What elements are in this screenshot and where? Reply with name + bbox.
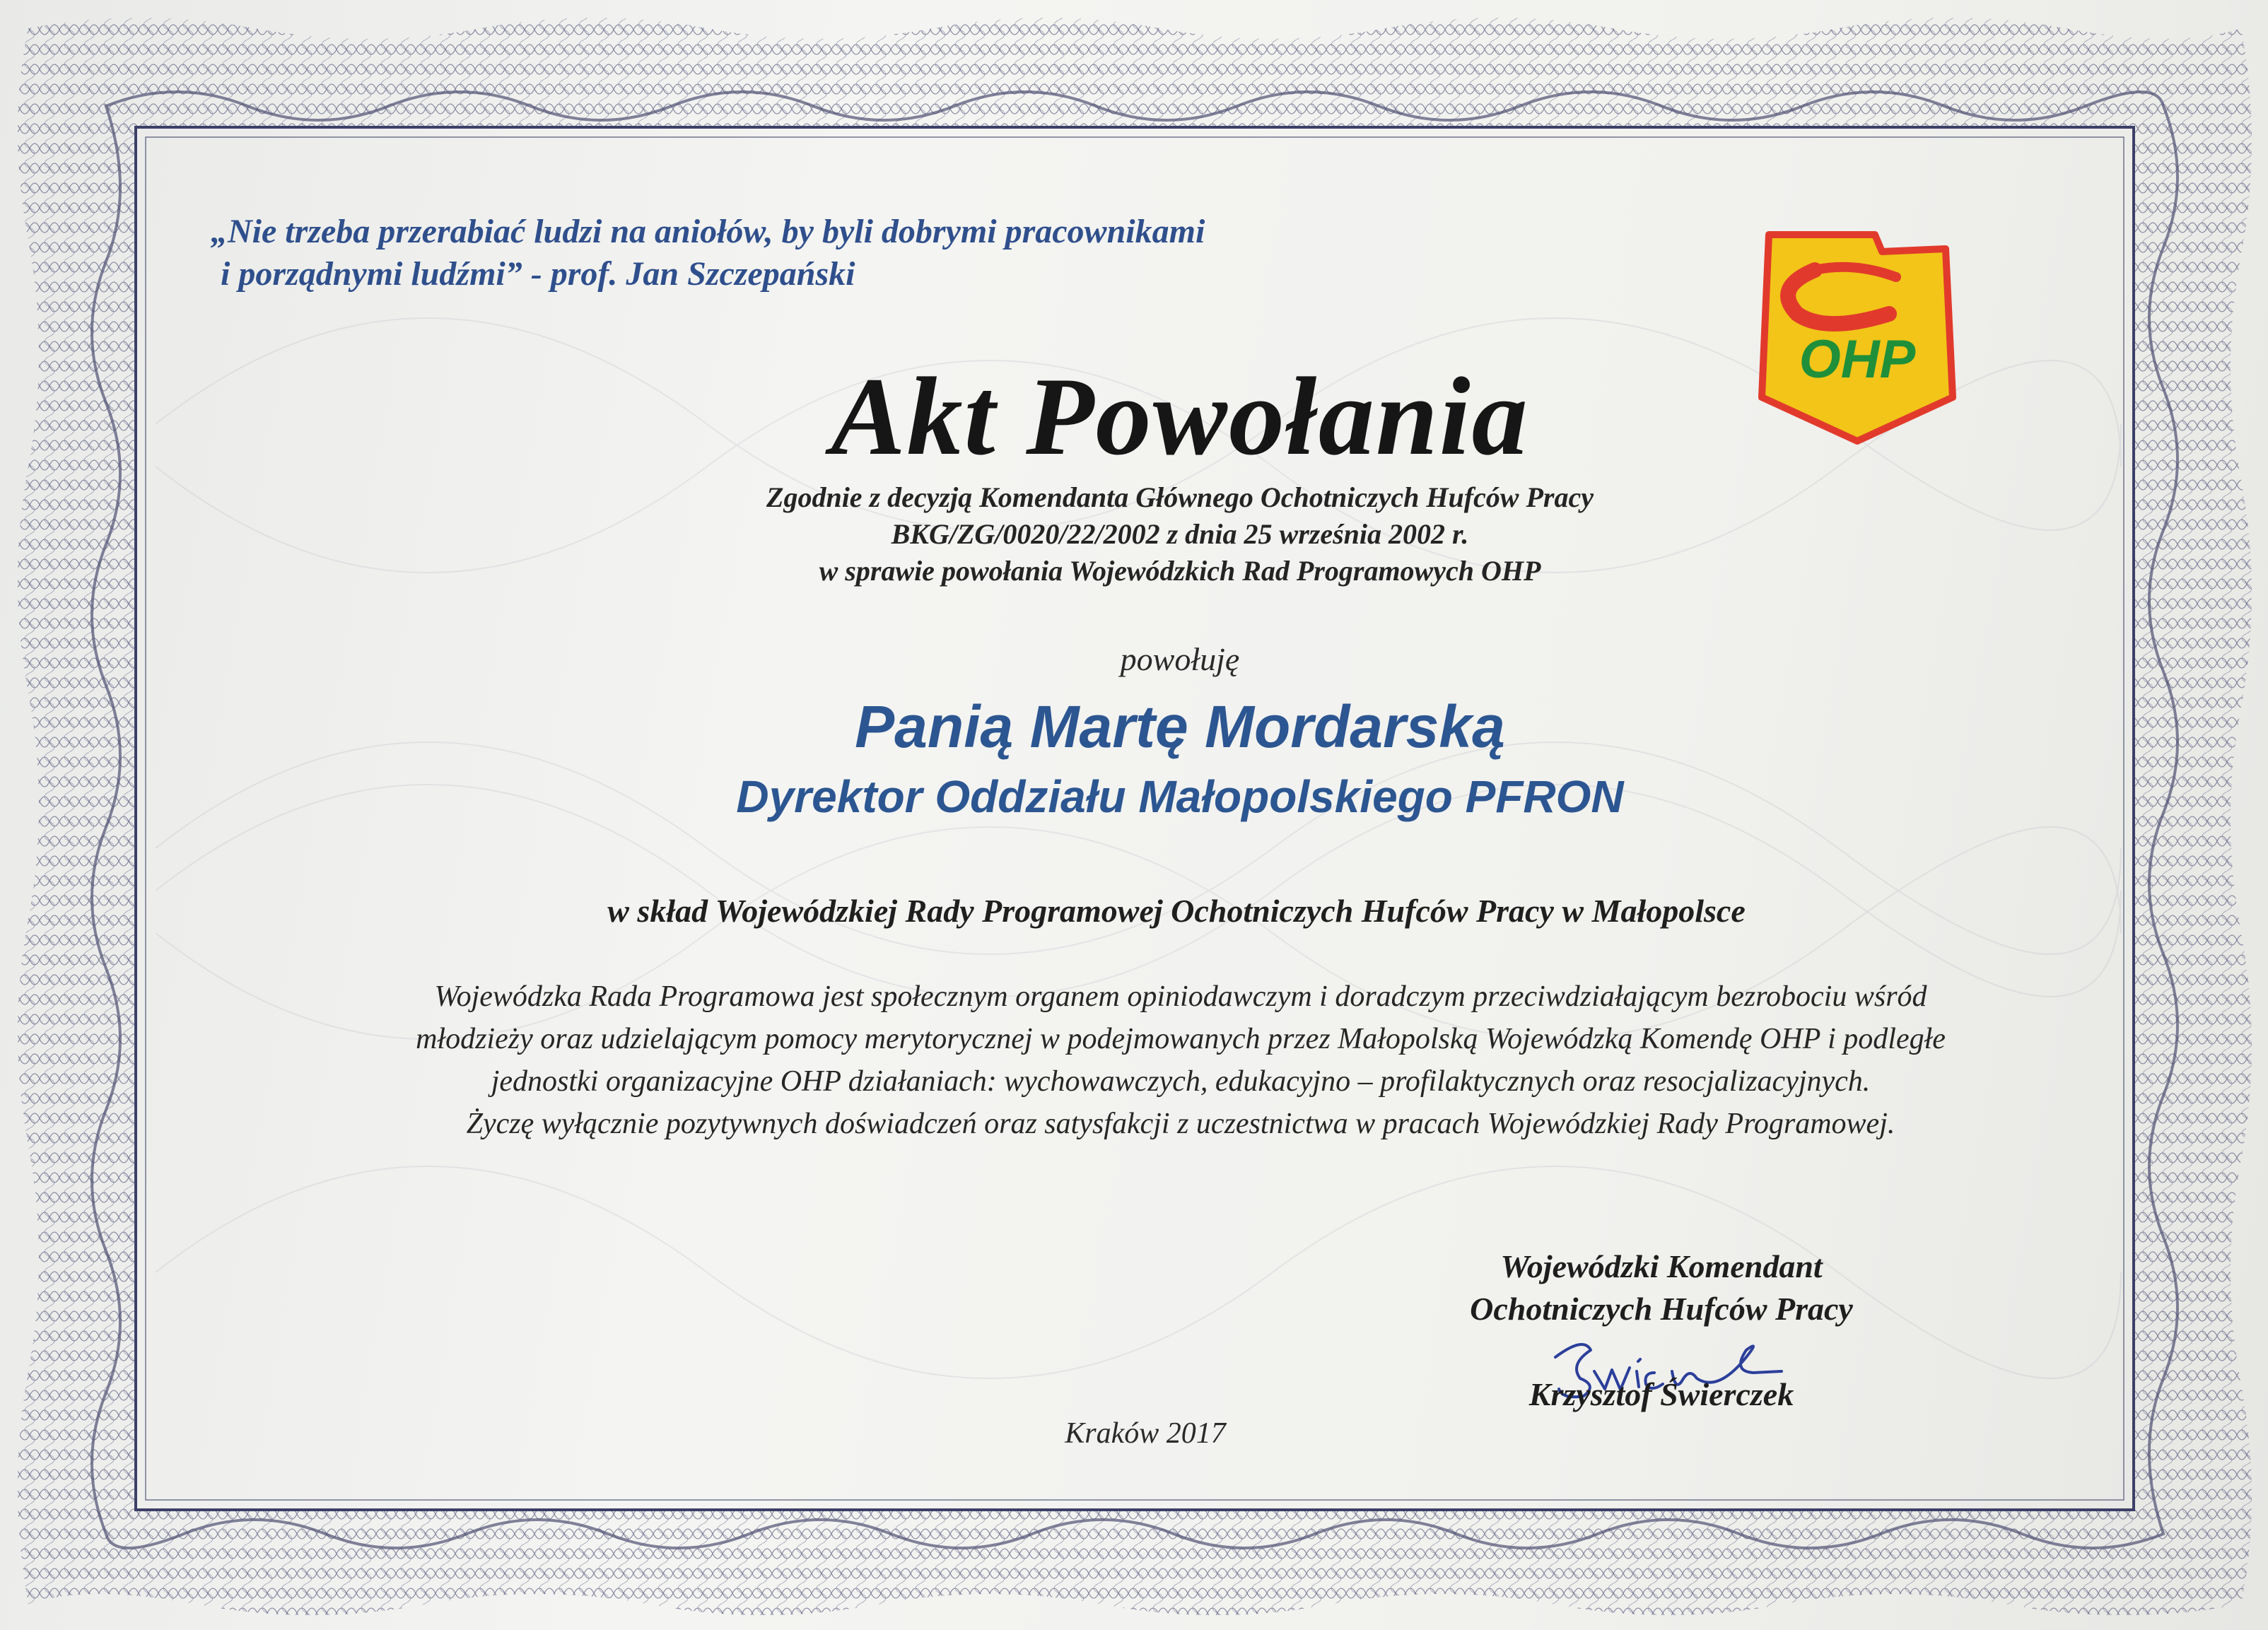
- decision-line-1: Zgodnie z decyzją Komendanta Głównego Ochotniczych Hufców Pracy: [766, 481, 1594, 513]
- signatory-title-line-1: Wojewódzki Komendant: [1500, 1248, 1823, 1284]
- body-line-1: Wojewódzka Rada Programowa jest społecznym organem opiniodawczym i doradczym przeciwdziałającym bezrobociu wśród: [434, 980, 1927, 1013]
- appointee-position: Dyrektor Oddziału Małopolskiego PFRON: [736, 771, 1624, 822]
- body-line-2: młodzieży oraz udzielającym pomocy merytorycznej w podejmowanych przez Małopolską Wojewódzką Komendę OHP i podległe: [416, 1023, 1946, 1055]
- logo-text: OHP: [1799, 329, 1916, 389]
- body-line-4: Życzę wyłącznie pozytywnych doświadczeń oraz satysfakcji z uczestnictwa w pracach Wojewódzkiej Rady Programowej.: [466, 1108, 1895, 1140]
- signatory-name: Krzysztof Świerczek: [1528, 1376, 1794, 1412]
- document-title: Akt Powołania: [831, 355, 1529, 479]
- motto-line-1: „Nie trzeba przerabiać ludzi na aniołów, by byli dobrymi pracownikami: [211, 213, 1205, 250]
- decision-reference: [0, 479, 2268, 590]
- appointee-name: Panią Martę Mordarską: [855, 693, 1505, 760]
- appoint-verb: powołuję: [1120, 641, 1240, 677]
- body-line-3: jednostki organizacyjne OHP działaniach: wychowawczych, edukacyjno – profilaktycznych oraz resocjalizacyjnych.: [491, 1065, 1871, 1098]
- place-date: Kraków 2017: [1065, 1417, 1226, 1450]
- council-line: w skład Wojewódzkiej Rady Programowej Ochotniczych Hufców Pracy w Małopolsce: [607, 893, 1746, 929]
- signatory-title-line-2: Ochotniczych Hufców Pracy: [1470, 1291, 1853, 1327]
- decision-line-3: w sprawie powołania Wojewódzkich Rad Programowych OHP: [819, 555, 1541, 587]
- body-paragraph: [255, 975, 2107, 1145]
- signatory-title: [1414, 1245, 1909, 1330]
- motto-quote: [211, 211, 1413, 295]
- decision-line-2: BKG/ZG/0020/22/2002 z dnia 25 września 2002 r.: [891, 518, 1469, 550]
- motto-line-2: i porządnymi ludźmi” - prof. Jan Szczepański: [221, 255, 855, 293]
